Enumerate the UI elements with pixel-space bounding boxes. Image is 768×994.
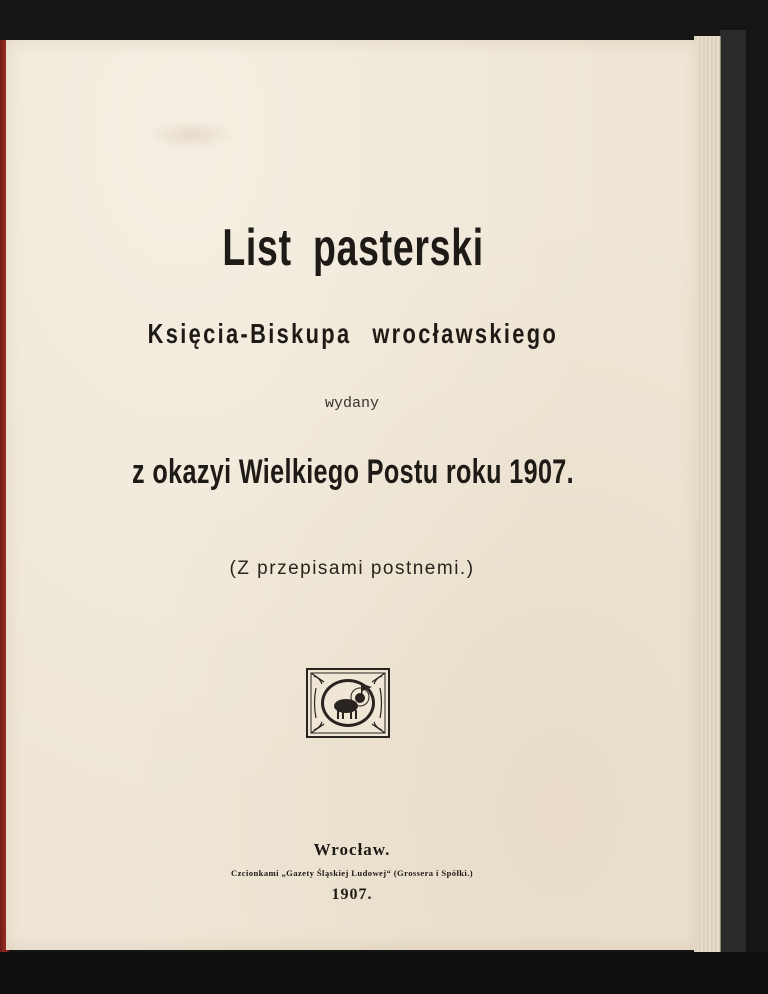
- publication-place: Wrocław.: [313, 840, 391, 859]
- printer-imprint: Czcionkami „Gazety Śląskiej Ludowej“ (Grossera i Spółki.): [230, 868, 474, 878]
- page-edges: [694, 36, 721, 952]
- book-title: List pasterski: [222, 219, 484, 277]
- issued-line: wydany: [324, 395, 379, 412]
- book-cover-board: [720, 30, 746, 966]
- ornamental-lamb-emblem-icon: [306, 668, 390, 738]
- publication-year: 1907.: [331, 886, 373, 903]
- title-page: [6, 40, 698, 950]
- paper-stain: [146, 120, 236, 150]
- fasting-rules-note: (Z przepisami postnemi.): [229, 558, 475, 579]
- scan-background: [0, 952, 768, 994]
- occasion-line: z okazyi Wielkiego Postu roku 1907.: [132, 453, 575, 491]
- book-subtitle: Księcia-Biskupa wrocławskiego: [147, 318, 559, 349]
